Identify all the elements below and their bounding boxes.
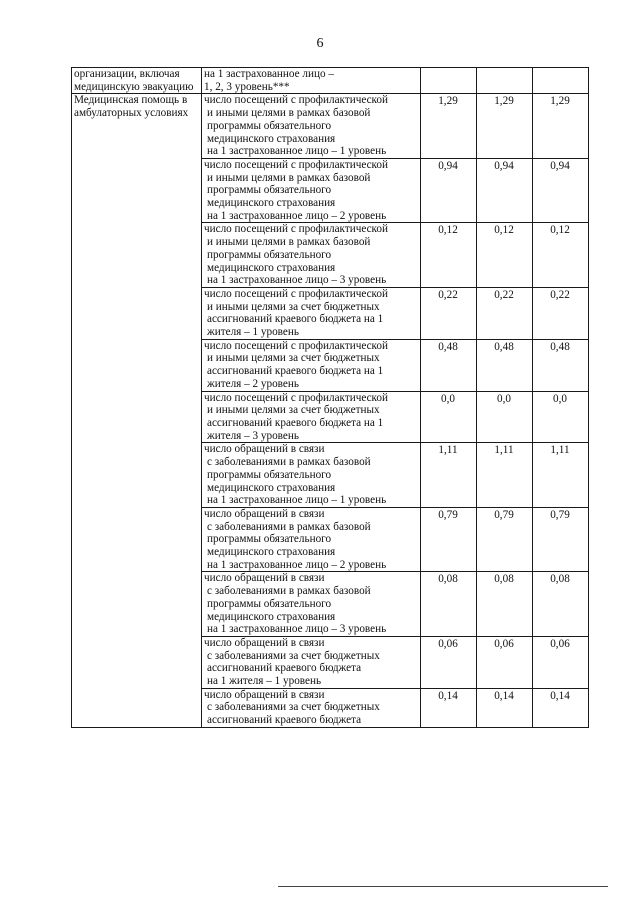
table-row [72,94,589,159]
description-line: на 1 застрахованное лицо – 3 уровень [207,274,387,287]
indicator-description [202,688,421,727]
table-row [72,68,589,94]
indicator-description [202,443,421,508]
indicator-description [202,68,421,94]
description-line: медицинского страхования [207,261,336,274]
value-cell: 1,29 [421,94,477,159]
description-line: программы обязательного [207,119,332,132]
description-line: жителя – 1 уровень [207,326,299,339]
indicator-description [202,507,421,572]
description-line: программы обязательного [207,184,332,197]
description-line: и иными целями в рамках базовой [207,236,371,249]
description-line: число обращений в связи [204,572,325,585]
description-line: число посещений с профилактической [204,391,388,404]
description-line: с заболеваниями за счет бюджетных [207,701,380,714]
value-cell: 0,14 [533,688,589,727]
description-line: с заболеваниями в рамках базовой [207,520,371,533]
value-cell: 0,79 [421,507,477,572]
description-line: число посещений с профилактической [204,158,388,171]
value-cell: 0,06 [533,636,589,688]
indicator-description [202,391,421,443]
description-line: программы обязательного [207,597,332,610]
description-line: на 1 застрахованное лицо – 2 уровень [207,558,387,571]
description-line: с заболеваниями в рамках базовой [207,585,371,598]
value-cell: 0,94 [421,158,477,223]
description-line: программы обязательного [207,468,332,481]
value-cell: 1,29 [477,94,533,159]
value-cell: 0,14 [421,688,477,727]
description-line: и иными целями в рамках базовой [207,171,371,184]
value-cell: 1,11 [477,443,533,508]
description-line: и иными целями за счет бюджетных [207,352,380,365]
description-line: медицинского страхования [207,610,336,623]
value-cell: 0,79 [533,507,589,572]
value-cell: 0,94 [477,158,533,223]
description-line: на 1 жителя – 1 уровень [207,675,322,688]
indicator-description [202,287,421,339]
value-cell: 0,22 [533,287,589,339]
page-number: 6 [316,36,324,51]
description-line: медицинского страхования [207,132,336,145]
value-cell [477,68,533,94]
description-line: на 1 застрахованное лицо – 1 уровень [207,145,387,158]
value-cell: 0,79 [477,507,533,572]
value-cell: 0,08 [533,572,589,637]
value-cell: 0,06 [477,636,533,688]
description-line: на 1 застрахованное лицо – 3 уровень [207,623,387,636]
bottom-rule [278,886,608,887]
description-line: число посещений с профилактической [204,223,388,236]
description-line: ассигнований краевого бюджета на 1 [207,365,384,378]
description-line: медицинского страхования [207,481,336,494]
value-cell [533,68,589,94]
description-line: число обращений в связи [204,507,325,520]
table-body [72,68,589,728]
indicator-description [202,158,421,223]
value-cell: 0,48 [477,339,533,391]
value-cell: 0,08 [421,572,477,637]
description-line: число обращений в связи [204,688,325,701]
value-cell: 0,08 [477,572,533,637]
description-line: на 1 застрахованное лицо – [204,68,334,80]
description-line: число обращений в связи [204,636,325,649]
description-line: и иными целями за счет бюджетных [207,300,380,313]
description-line: медицинского страхования [207,546,336,559]
description-line: жителя – 2 уровень [207,377,299,390]
description-line: и иными целями в рамках базовой [207,107,371,120]
norms-table [71,67,589,728]
value-cell: 0,48 [421,339,477,391]
value-cell: 1,29 [533,94,589,159]
indicator-description [202,339,421,391]
description-line: ассигнований краевого бюджета на 1 [207,313,384,326]
description-line: ассигнований краевого бюджета [207,714,362,727]
description-line: жителя – 3 уровень [207,429,299,442]
description-line: программы обязательного [207,533,332,546]
value-cell: 1,11 [421,443,477,508]
description-line: число посещений с профилактической [204,94,388,107]
description-line: с заболеваниями за счет бюджетных [207,649,380,662]
description-line: ассигнований краевого бюджета [207,662,362,675]
description-line: ассигнований краевого бюджета на 1 [207,416,384,429]
category-cell: организации, включая медицинскую эвакуацию [72,68,202,94]
indicator-description [202,636,421,688]
description-line: программы обязательного [207,248,332,261]
indicator-description [202,572,421,637]
indicator-description [202,223,421,288]
value-cell: 0,0 [421,391,477,443]
value-cell: 0,0 [533,391,589,443]
value-cell: 0,14 [477,688,533,727]
description-line: и иными целями за счет бюджетных [207,404,380,417]
description-line: на 1 застрахованное лицо – 1 уровень [207,494,387,507]
value-cell: 0,94 [533,158,589,223]
value-cell: 0,12 [477,223,533,288]
value-cell: 1,11 [533,443,589,508]
value-cell: 0,06 [421,636,477,688]
description-line: на 1 застрахованное лицо – 2 уровень [207,209,387,222]
value-cell [421,68,477,94]
category-cell: Медицинская помощь в амбулаторных условиях [72,94,202,727]
value-cell: 0,12 [533,223,589,288]
description-line: 1, 2, 3 уровень*** [204,80,290,93]
description-line: число обращений в связи [204,443,325,456]
description-line: число посещений с профилактической [204,287,388,300]
value-cell: 0,0 [477,391,533,443]
description-line: число посещений с профилактической [204,339,388,352]
value-cell: 0,22 [421,287,477,339]
indicator-description [202,94,421,159]
description-line: медицинского страхования [207,197,336,210]
value-cell: 0,12 [421,223,477,288]
value-cell: 0,48 [533,339,589,391]
value-cell: 0,22 [477,287,533,339]
description-line: с заболеваниями в рамках базовой [207,456,371,469]
